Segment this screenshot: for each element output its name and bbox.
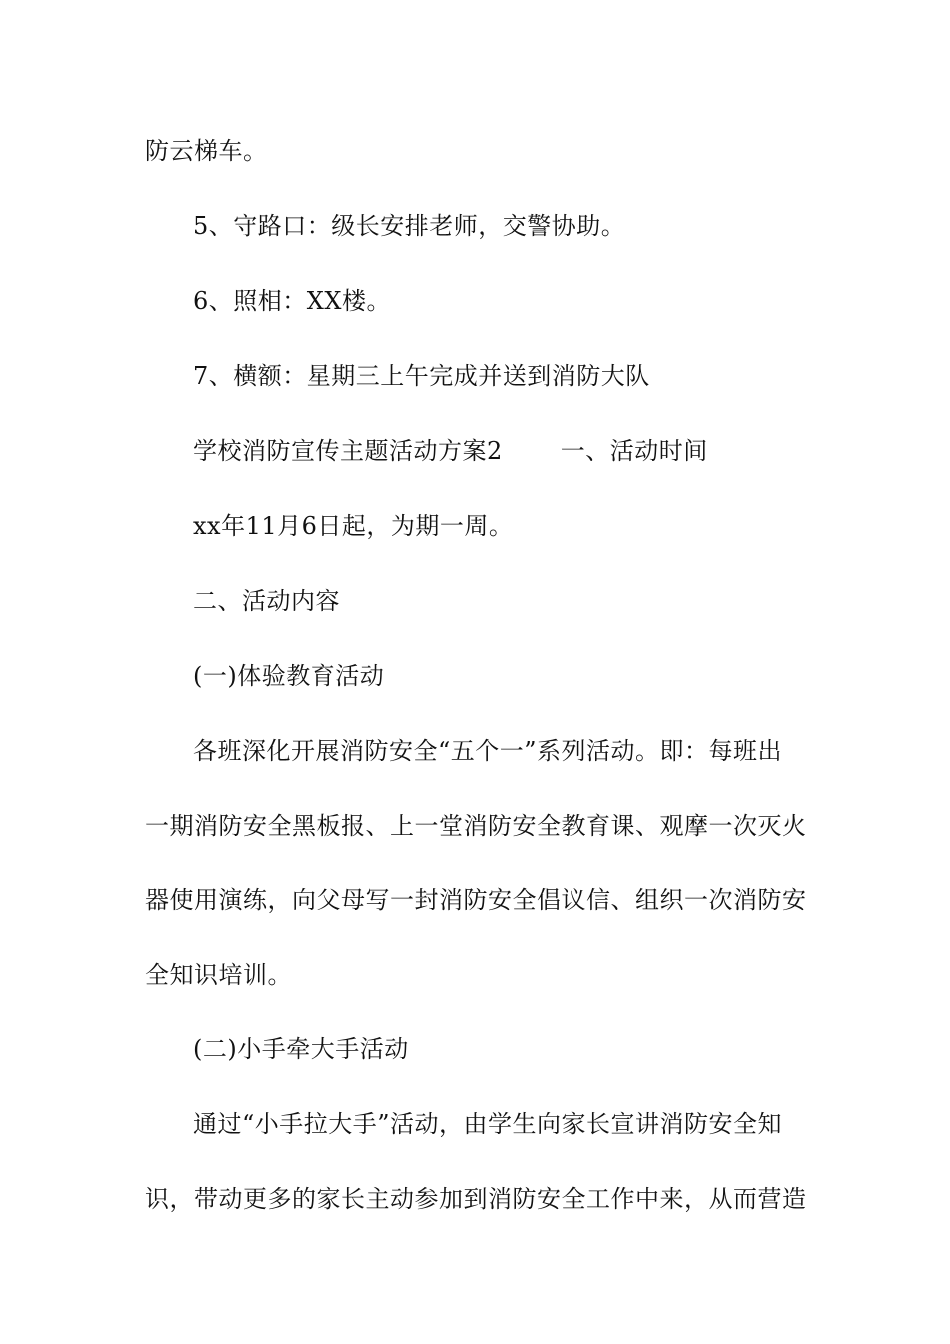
paragraph-line-14: 通过“小手拉大手”活动，由学生向家长宣讲消防安全知	[193, 1110, 783, 1138]
subheading-experience-education: (一)体验教育活动	[193, 662, 385, 690]
section-heading-activity-time: 一、活动时间	[560, 437, 708, 465]
subheading-small-hands: (二)小手牵大手活动	[193, 1035, 409, 1063]
paragraph-line-4: 7、横额：星期三上午完成并送到消防大队	[193, 362, 650, 390]
paragraph-line-3: 6、照相：XX楼。	[193, 287, 391, 315]
paragraph-line-2: 5、守路口：级长安排老师，交警协助。	[193, 212, 626, 240]
paragraph-line-12: 全知识培训。	[145, 961, 292, 989]
section-heading-activity-content: 二、活动内容	[193, 587, 340, 615]
paragraph-line-10: 一期消防安全黑板报、上一堂消防安全教育课、观摩一次灭火	[145, 812, 807, 840]
paragraph-line-6: xx年11月6日起，为期一周。	[193, 512, 514, 540]
paragraph-line-1: 防云梯车。	[145, 137, 268, 165]
paragraph-line-15: 识，带动更多的家长主动参加到消防安全工作中来，从而营造	[145, 1185, 807, 1213]
section-heading-line	[193, 436, 873, 466]
plan-title: 学校消防宣传主题活动方案2	[193, 437, 503, 465]
paragraph-line-11: 器使用演练，向父母写一封消防安全倡议信、组织一次消防安	[145, 886, 807, 914]
paragraph-line-9: 各班深化开展消防安全“五个一”系列活动。即：每班出	[193, 737, 783, 765]
